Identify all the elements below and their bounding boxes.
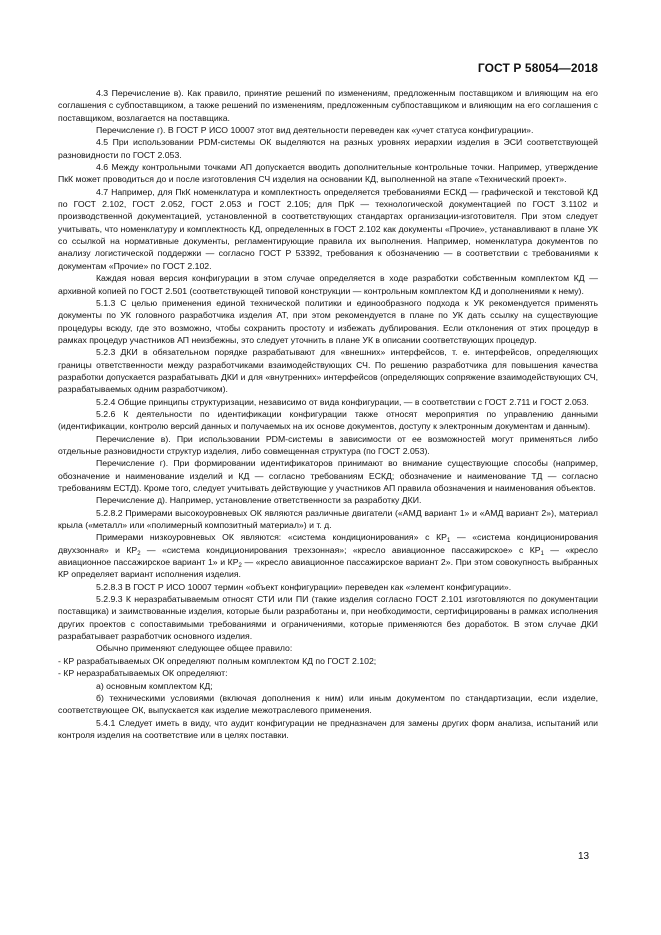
paragraph — [58, 717, 598, 742]
text-run: 5.2.4 Общие принципы структуризации, независимо от вида конфигурации, — в соответствии с ГОСТ 2.711 и ГОСТ 2.053. — [96, 396, 589, 407]
paragraph — [58, 494, 598, 506]
subscript: 2 — [238, 563, 242, 570]
paragraph — [58, 408, 598, 433]
subscript: 2 — [137, 550, 141, 557]
paragraph — [58, 136, 598, 161]
paragraph — [58, 272, 598, 297]
text-run: 5.2.8.3 В ГОСТ Р ИСО 10007 термин «объект конфигурации» переведен как «элемент конфигурации». — [96, 581, 512, 592]
page-number: 13 — [578, 851, 590, 862]
text-run: 4.7 Например, для ПкК номенклатура и комплектность определяется требованиями ЕСКД — графической и текстовой КД по ГОСТ 2.102, ГОСТ 2.052, ГОСТ 2.053 и ГОСТ 2.105; для ПрК — технологической документацией по ГОСТ 3.1102 и производственной документацией, установленной в соответствующих стандартах организации-изготовителя. При этом следует учитывать, что номенклатуру и комплектность КД, определенных в ГОСТ 2.102 как документы «Прочие», устанавливают в плане УК со ссылкой на нормативные документы, регламентирующие правила их выполнения. Например, номенклатура документов по анализу логистической поддержки — согласно ГОСТ Р 53392, требования к обозначению — в соответствии с требованиями к документам «Прочие» по ГОСТ 2.102. — [58, 186, 598, 271]
paragraph — [58, 161, 598, 186]
text-run: — «кресло авиационное пассажирское вариант 2». При этом совокупность выбранных КР определяет вариант исполнения изделия. — [58, 557, 598, 580]
text-run: — «система кондиционирования двухзонная» и КР — [58, 532, 598, 555]
text-run: 5.2.9.3 К неразрабатываемым относят СТИ или ПИ (такие изделия согласно ГОСТ 2.101 изготовляются по документации поставщика) и заимствованные изделия, которые были разработаны и, при необходимости, сертифицированы в рамках исполнения других проектов с сопоставимыми требованиями и ограничениями, которые применяются без доработок. В этом случае ДКИ разрабатывает разработчик основного изделия. — [58, 594, 598, 642]
paragraph — [58, 642, 598, 654]
text-run: Перечисление г). В ГОСТ Р ИСО 10007 этот вид деятельности переведен как «учет статуса конфигурации». — [96, 125, 534, 136]
paragraph — [58, 593, 598, 642]
text-run: 5.4.1 Следует иметь в виду, что аудит конфигурации не предназначен для замены других форм анализа, испытаний или контроля изделия на соответствие или в целях поставки. — [58, 717, 598, 740]
paragraph — [58, 692, 598, 717]
text-run: 5.2.8.2 Примерами высокоуровневых ОК являются различные двигатели («АМД вариант 1» и «АМД вариант 2»), материал крыла («металл» или «полимерный композитный материал») и т. д. — [58, 507, 598, 531]
paragraph — [58, 346, 598, 395]
paragraph — [58, 655, 598, 667]
paragraph — [58, 433, 598, 458]
paragraph — [58, 667, 598, 679]
text-run: а) основным комплектом КД; — [96, 680, 213, 691]
text-run: Каждая новая версия конфигурации в этом случае определяется в ходе разработки собственным комплектом КД — архивной копией по ГОСТ 2.501 (соответствующей типовой конструкции — контрольным комплектом КД и дополнениями к нему). — [58, 273, 598, 296]
paragraph — [58, 186, 598, 272]
text-run: — «система кондиционирования трехзонная»; «кресло авиационное пассажирское» с КР — [140, 544, 541, 555]
document-body — [58, 87, 598, 741]
text-run: 5.2.6 К деятельности по идентификации конфигурации также относят мероприятия по управлению данными (идентификации, контролю версий данных и получаемых на их основе документов, доступу к электронным документам и данным). — [58, 408, 598, 432]
text-run: б) техническими условиями (включая дополнения к ним) или иным документом по стандартизации, если изделие, соответствующее ОК, выпускается как изделие межотраслевого применения. — [58, 692, 598, 716]
standard-designation: ГОСТ Р 58054—2018 — [477, 61, 598, 75]
subscript: 1 — [540, 550, 544, 557]
paragraph — [58, 87, 598, 124]
text-run: Перечисление д). Например, установление ответственности за разработку ДКИ. — [96, 495, 422, 506]
text-run: - КР неразрабатываемых ОК определяют: — [58, 668, 228, 679]
paragraph — [58, 531, 598, 580]
text-run: 4.5 При использовании PDM-системы ОК выделяются на разных уровнях иерархии изделия в ЭСИ соответствующей разновидности по ГОСТ 2.053. — [58, 137, 598, 160]
text-run: 5.2.3 ДКИ в обязательном порядке разрабатывают для «внешних» интерфейсов, т. е. интерфейсов, определяющих границы ответственности между разработчиками взаимодействующих СЧ. По решению разработчика для повышения качества разработки допускается разрабатывать ДКИ и для «внутренних» интерфейсов (определяющих сопряжение взаимодействующих СЧ, разрабатываемых одним разработчиком). — [58, 347, 598, 395]
text-run: Перечисление в). При использовании PDM-системы в зависимости от ее возможностей могут применяться либо отдельные разновидности структур изделия, либо совмещенная структура (по ГОСТ 2.053). — [58, 433, 598, 456]
paragraph — [58, 457, 598, 494]
text-run: 4.6 Между контрольными точками АП допускается вводить дополнительные контрольные точки. Например, утверждение ПкК может проводиться до и после изготовления СЧ изделия на основании КД, выполненной на этапе «Технический проект». — [58, 162, 598, 185]
text-run: Обычно применяют следующее общее правило: — [96, 643, 293, 654]
text-run: - КР разрабатываемых ОК определяют полным комплектом КД по ГОСТ 2.102; — [58, 655, 377, 666]
text-run: Примерами низкоуровневых ОК являются: «система кондиционирования» с КР — [96, 532, 447, 543]
paragraph — [58, 507, 598, 532]
paragraph — [58, 680, 598, 692]
text-run: Перечисление г). При формировании идентификаторов принимают во внимание существующие способы (например, обозначение и наименование изделий и КД — согласно требованиям ЕСКД; обозначение и наименование ТД — согласно требованиям ЕСТД). Кроме того, следует учитывать действующие у участников АП правила обозначения и наименования объектов. — [58, 458, 598, 493]
text-run: 4.3 Перечисление в). Как правило, принятие решений по изменениям, предложенным поставщиком и влияющим на его соглашения с субпоставщиком, а также решений по изменениям, предложенным субпоставщиком и влияющим на его соглашения с поставщиком, возлагается на поставщика. — [58, 88, 598, 123]
paragraph — [58, 581, 598, 593]
subscript: 1 — [446, 538, 451, 545]
text-run: 5.1.3 С целью применения единой технической политики и единообразного подхода к УК рекомендуется применять документы по УК головного разработчика изделия АТ, при этом рекомендуется в плане по УК дать ссылку на существующие процедуры всюду, где это возможно, чтобы сохранить простоту и избежать дублирования. Если отклонения от этих процедур в рамках процедур участников АП неизбежны, это следует уточнить в плане УК в описании соответствующих процедур. — [58, 297, 598, 345]
paragraph — [58, 396, 598, 408]
paragraph — [58, 297, 598, 346]
paragraph — [58, 124, 598, 136]
text-run: — «кресло авиационное пассажирское вариант 1» и КР — [58, 544, 598, 568]
